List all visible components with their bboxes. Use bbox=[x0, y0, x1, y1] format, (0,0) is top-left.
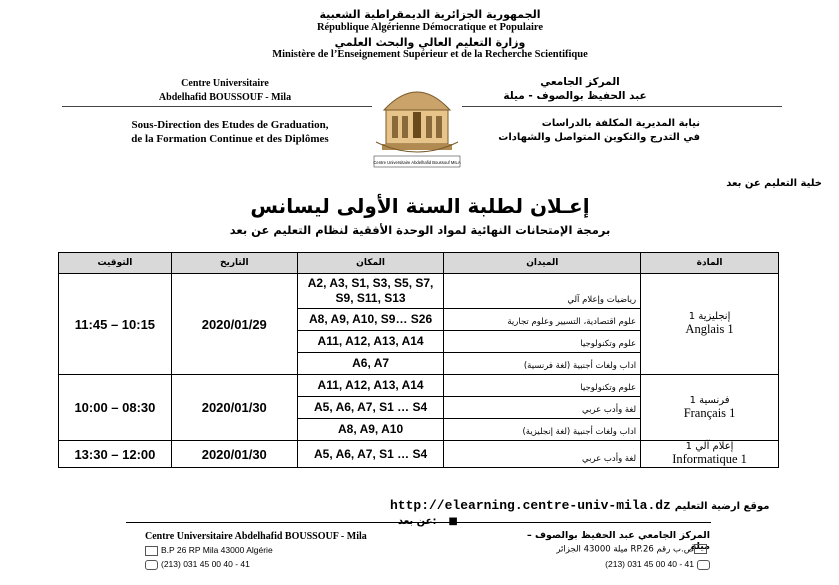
field-cell: علوم وتكنولوجيا bbox=[444, 331, 641, 353]
subdirection-french-1: Sous-Direction des Etudes de Graduation, bbox=[131, 119, 329, 131]
field-cell: علوم وتكنولوجيا bbox=[444, 375, 641, 397]
field-cell: اداب ولغات أجنبية (لغة فرنسية) bbox=[444, 353, 641, 375]
subject-french: Anglais 1 bbox=[685, 322, 734, 336]
date-cell: 2020/01/29 bbox=[171, 274, 297, 375]
centre-name-arabic-2: عبد الحفيظ بوالصوف - ميلة bbox=[503, 90, 647, 102]
location-cell: A5, A6, A7, S1 … S4 bbox=[297, 441, 444, 468]
table-row bbox=[59, 375, 779, 397]
elearning-url-link[interactable]: http://elearning.centre-univ-mila.dz bbox=[390, 498, 671, 513]
announcement-subtitle: برمجة الإمتحانات النهائية لمواد الوحدة الأفقية لنظام التعليم عن بعد bbox=[229, 223, 611, 237]
footer-divider bbox=[126, 522, 711, 523]
table-row bbox=[59, 274, 779, 309]
location-cell: A5, A6, A7, S1 … S4 bbox=[297, 397, 444, 419]
exam-schedule-table bbox=[58, 252, 779, 468]
subject-cell bbox=[641, 375, 779, 441]
time-cell: 10:00 – 08:30 bbox=[59, 375, 172, 441]
subject-french: Informatique 1 bbox=[672, 452, 747, 466]
header-date: التاريخ bbox=[171, 253, 297, 274]
time-cell: 11:45 – 10:15 bbox=[59, 274, 172, 375]
subdirection-arabic-2: في التدرج والتكوين المتواصل والشهادات bbox=[498, 132, 700, 143]
phone-icon bbox=[697, 560, 710, 570]
footer-address-arabic-row bbox=[520, 544, 710, 555]
phone-icon bbox=[145, 560, 158, 570]
ministry-arabic: وزارة التعليم العالي والبحث العلمي bbox=[334, 36, 526, 49]
field-cell: لغة وأدب عربي bbox=[444, 397, 641, 419]
location-cell: A11, A12, A13, A14 bbox=[297, 375, 444, 397]
footer-phone-arabic-row bbox=[520, 559, 710, 570]
centre-name-arabic-1: المركز الجامعي bbox=[540, 76, 620, 88]
elearning-site-label: موقع ارضية التعليم bbox=[674, 501, 770, 512]
subdirection-arabic-1: نيابة المديرية المكلفة بالدراسات bbox=[541, 118, 700, 129]
republic-french: République Algérienne Démocratique et Populaire bbox=[316, 22, 544, 33]
envelope-icon bbox=[694, 544, 707, 554]
header-field: الميدان bbox=[444, 253, 641, 274]
date-cell: 2020/01/30 bbox=[171, 441, 297, 468]
centre-name-french-2: Abdelhafid BOUSSOUF - Mila bbox=[158, 92, 292, 103]
subject-arabic: فرنسية 1 bbox=[689, 394, 730, 406]
logo-caption: Centre Universitaire Abdelhafid Boussouf MILA bbox=[373, 160, 461, 165]
header-subject: المادة bbox=[641, 253, 779, 274]
subject-french: Français 1 bbox=[683, 405, 736, 420]
location-cell: A11, A12, A13, A14 bbox=[297, 331, 444, 353]
location-cell: A2, A3, S1, S3, S5, S7, S9, S11, S13 bbox=[297, 274, 444, 309]
subject-cell bbox=[641, 441, 779, 468]
footer-address-french-row bbox=[145, 545, 273, 556]
envelope-icon bbox=[145, 546, 158, 556]
subject-arabic: إعلام آلي 1 bbox=[685, 441, 734, 452]
location-cell: A6, A7 bbox=[297, 353, 444, 375]
subject-arabic: إنجليزية 1 bbox=[688, 311, 731, 322]
location-cell: A8, A9, A10, S9… S26 bbox=[297, 309, 444, 331]
header-location: المكان bbox=[297, 253, 444, 274]
footer-address-arabic: ص.ب رقم RP.26 ميلة 43000 الجزائر bbox=[556, 544, 694, 555]
footer-phone-french-row bbox=[145, 559, 250, 570]
table-row bbox=[59, 441, 779, 468]
footer-name-arabic: المركز الجامعي عبد الحفيظ بوالصوف – ميلة bbox=[526, 530, 710, 552]
field-cell: لغة وأدب عربي bbox=[444, 441, 641, 468]
field-cell: علوم اقتصادية، التسيير وعلوم تجارية bbox=[444, 309, 641, 331]
ministry-french: Ministère de l’Enseignement Supérieur et de la Recherche Scientifique bbox=[272, 49, 588, 60]
footer-name-french: Centre Universitaire Abdelhafid BOUSSOUF - Mila bbox=[145, 531, 367, 542]
time-cell: 13:30 – 12:00 bbox=[59, 441, 172, 468]
announcement-title: إعـلان لطلبة السنة الأولى ليسانس bbox=[250, 194, 590, 218]
header-time: التوقيت bbox=[59, 253, 172, 274]
footer-address-french: B.P 26 RP Mila 43000 Algérie bbox=[161, 545, 273, 555]
field-cell: اداب ولغات أجنبية (لغة إنجليزية) bbox=[444, 419, 641, 441]
date-cell: 2020/01/30 bbox=[171, 375, 297, 441]
centre-name-french-1: Centre Universitaire bbox=[181, 78, 269, 89]
footer-phone-french: (213) 031 45 00 40 - 41 bbox=[161, 559, 250, 569]
location-cell: A8, A9, A10 bbox=[297, 419, 444, 441]
distance-learning-cell-label: خلية التعليم عن بعد bbox=[726, 178, 822, 189]
field-cell: رياضيات وإعلام آلي bbox=[444, 274, 641, 309]
footer-phone-arabic: (213) 031 45 00 40 - 41 bbox=[605, 559, 694, 569]
university-logo bbox=[372, 72, 462, 170]
table-header-row bbox=[59, 253, 779, 274]
subject-cell bbox=[641, 274, 779, 375]
subdirection-french-2: de la Formation Continue et des Diplômes bbox=[131, 133, 329, 145]
republic-arabic: الجمهورية الجزائرية الديمقراطية الشعبية bbox=[319, 8, 541, 21]
